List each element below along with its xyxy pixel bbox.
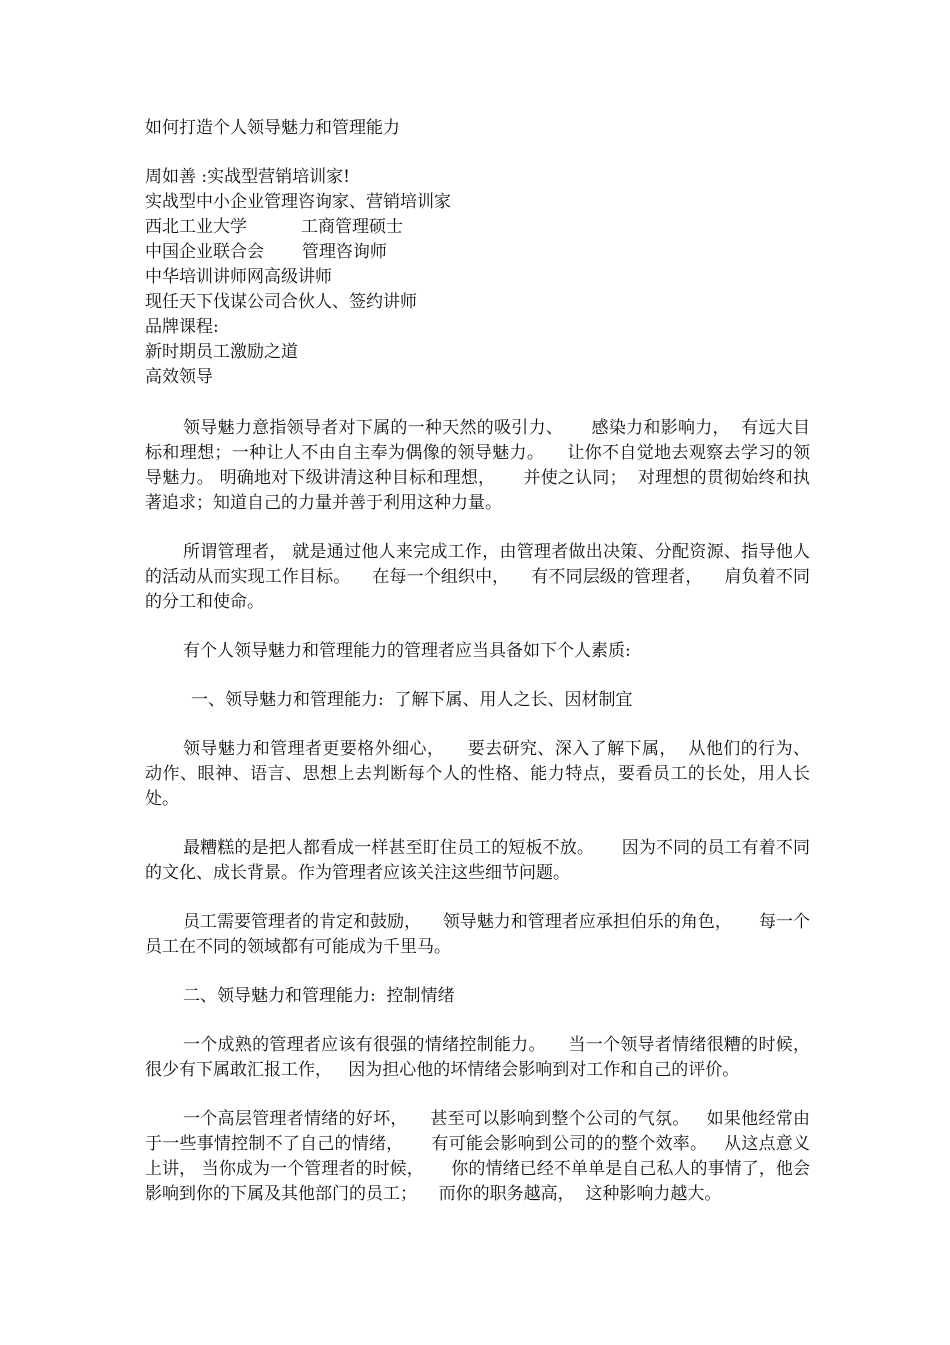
document-title: 如何打造个人领导魅力和管理能力	[145, 118, 400, 138]
bio-line: 实战型中小企业管理咨询家、营销培训家	[145, 192, 451, 212]
paragraph-emotion-control: 一个成熟的管理者应该有很强的情绪控制能力。 当一个领导者情绪很糟的时候，很少有下属敢汇报工作， 因为担心他的坏情绪会影响到对工作和自己的评价。	[145, 1035, 810, 1080]
paragraph-emotion-impact: 一个高层管理者情绪的好坏， 甚至可以影响到整个公司的气氛。 如果他经常由于一些事情控制不了自己的情绪， 有可能会影响到公司的的整个效率。 从这点意义上讲， 当你成为一个管理者的时候， 你的情绪已经不单单是自己私人的事情了，他会影响到你的下属及其他部门的员工； 而你的职务越高， 这种影响力越大。	[145, 1109, 810, 1204]
bio-line: 西北工业大学 工商管理硕士	[145, 217, 404, 237]
document-page	[145, 116, 810, 1231]
paragraph-qualities-intro: 有个人领导魅力和管理能力的管理者应当具备如下个人素质:	[183, 641, 631, 661]
paragraph-understand-subordinates: 领导魅力和管理者更要格外细心， 要去研究、深入了解下属， 从他们的行为、动作、眼神、语言、思想上去判断每个人的性格、能力特点，要看员工的长处，用人长处。	[145, 739, 810, 809]
bio-line: 中国企业联合会 管理咨询师	[145, 242, 387, 262]
bio-line: 新时期员工激励之道	[145, 342, 298, 362]
author-bio	[145, 165, 810, 390]
paragraph-manager-definition: 所谓管理者， 就是通过他人来完成工作，由管理者做出决策、分配资源、指导他人的活动从而实现工作目标。 在每一个组织中， 有不同层级的管理者， 肩负着不同的分工和使命。	[145, 542, 810, 612]
paragraph-worst-practice: 最糟糕的是把人都看成一样甚至盯住员工的短板不放。 因为不同的员工有着不同的文化、成长背景。作为管理者应该关注这些细节问题。	[145, 838, 810, 883]
bio-line: 现任天下伐谋公司合伙人、签约讲师	[145, 292, 417, 312]
bio-line: 高效领导	[145, 367, 213, 387]
paragraph-leadership-charisma: 领导魅力意指领导者对下属的一种天然的吸引力、 感染力和影响力， 有远大目标和理想；一种让人不由自主奉为偶像的领导魅力。 让你不自觉地去观察去学习的领导魅力。 明确地对下级讲清这种目标和理想， 并使之认同； 对理想的贯彻始终和执著追求；知道自己的力量并善于利用这种力量。	[145, 418, 810, 513]
bio-line: 周如善 :实战型营销培训家!	[145, 167, 350, 187]
paragraph-encouragement: 员工需要管理者的肯定和鼓励， 领导魅力和管理者应承担伯乐的角色， 每一个员工在不同的领域都有可能成为千里马。	[145, 912, 810, 957]
bio-line: 品牌课程:	[145, 317, 219, 337]
section-heading-1: 一、领导魅力和管理能力: 了解下属、用人之长、因材制宜	[191, 690, 633, 710]
section-heading-2: 二、领导魅力和管理能力: 控制情绪	[183, 986, 455, 1006]
bio-line: 中华培训讲师网高级讲师	[145, 267, 332, 287]
